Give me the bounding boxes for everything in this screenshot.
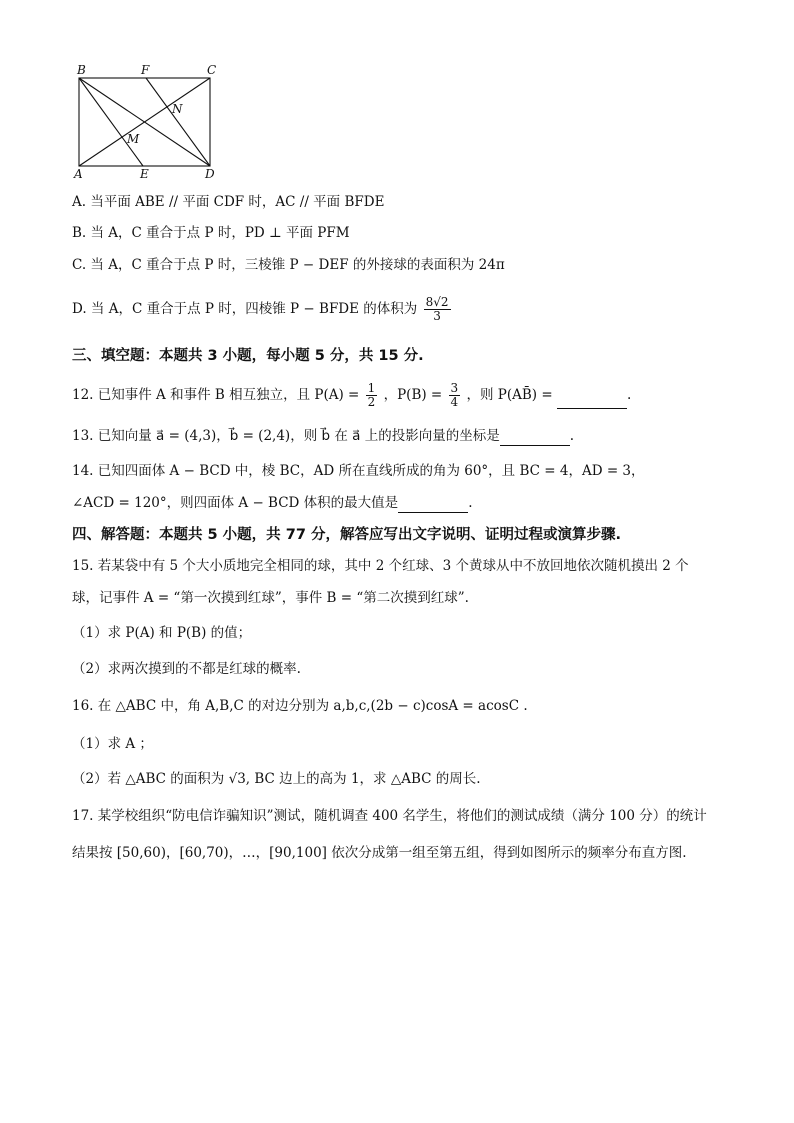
q12-fraction-2 <box>449 382 461 409</box>
question-17-line-2: 结果按 [50,60)，[60,70)，…，[90,100] 依次分成第一组至第五组，得到如图所示的频率分布直方图. <box>72 845 687 861</box>
question-14-line-1: 14. 已知四面体 A − BCD 中，棱 BC，AD 所在直线所成的角为 60°，且 BC = 4，AD = 3， <box>72 463 645 479</box>
section-fill-in: 三、填空题：本题共 3 小题，每小题 5 分，共 15 分. <box>72 348 424 364</box>
option-b: B. 当 A，C 重合于点 P 时，PD ⊥ 平面 PFM <box>72 225 350 241</box>
q12-mid: ，P(B) = <box>383 387 443 403</box>
question-16: 16. 在 △ABC 中，角 A,B,C 的对边分别为 a,b,c,(2b − c)cosA = acosC . <box>72 698 528 714</box>
q12-fraction-1 <box>366 382 378 409</box>
rectangle-figure <box>66 60 236 188</box>
option-c: C. 当 A，C 重合于点 P 时，三棱锥 P − DEF 的外接球的表面积为 24π <box>72 257 505 273</box>
q13-end: . <box>569 428 574 444</box>
q12-post: ，则 P(AB̄) = <box>466 387 553 403</box>
question-15-line-1: 15. 若某袋中有 5 个大小质地完全相同的球，其中 2 个红球、3 个黄球从中不放回地依次随机摸出 2 个 <box>72 558 689 574</box>
q12-end: . <box>626 387 632 403</box>
segment-be <box>79 78 143 166</box>
q12-f2-num: 3 <box>450 381 459 395</box>
label-b: B <box>77 63 86 77</box>
q12-f2-den: 4 <box>450 395 459 409</box>
label-c: C <box>207 63 217 77</box>
q12-answer-blank[interactable] <box>557 394 627 409</box>
label-f: F <box>141 63 150 77</box>
q14-end: . <box>468 495 473 511</box>
q13-text: 13. 已知向量 a⃗ = (4,3)，b⃗ = (2,4)，则 b⃗ 在 a⃗ 上的投影向量的坐标是 <box>72 428 500 444</box>
section-solutions: 四、解答题：本题共 5 小题，共 77 分，解答应写出文字说明、证明过程或演算步骤. <box>72 527 621 543</box>
label-e: E <box>140 167 149 181</box>
q12-pre: 12. 已知事件 A 和事件 B 相互独立，且 P(A) = <box>72 387 360 403</box>
option-d-fraction <box>424 296 451 323</box>
question-17-line-1: 17. 某学校组织“防电信诈骗知识”测试，随机调查 400 名学生，将他们的测试成绩（满分 100 分）的统计 <box>72 808 707 824</box>
question-14-line-2 <box>72 493 472 513</box>
q14-answer-blank[interactable] <box>398 498 468 513</box>
question-15-part-2: （2）求两次摸到的不都是红球的概率. <box>72 661 301 677</box>
question-15-line-2: 球，记事件 A = “第一次摸到红球”，事件 B = “第二次摸到红球”. <box>72 590 469 606</box>
option-d <box>72 296 453 323</box>
option-d-numerator: 8√2 <box>425 295 449 309</box>
option-a: A. 当平面 ABE // 平面 CDF 时，AC // 平面 BFDE <box>72 194 385 210</box>
segment-fd <box>146 78 210 166</box>
label-d: D <box>205 167 215 181</box>
question-16-part-1: （1）求 A ； <box>72 736 153 752</box>
option-d-text: D. 当 A，C 重合于点 P 时，四棱锥 P − BFDE 的体积为 <box>72 301 418 317</box>
question-15-part-1: （1）求 P(A) 和 P(B) 的值； <box>72 625 252 641</box>
label-a: A <box>74 167 83 181</box>
label-n: N <box>172 102 183 116</box>
q12-f1-den: 2 <box>367 395 376 409</box>
q12-f1-num: 1 <box>367 381 376 395</box>
label-m: M <box>127 132 140 146</box>
q13-answer-blank[interactable] <box>500 431 570 446</box>
q14-text: ∠ACD = 120°，则四面体 A − BCD 体积的最大值是 <box>72 495 399 511</box>
question-13 <box>72 426 574 446</box>
option-d-denominator: 3 <box>433 309 441 323</box>
question-12 <box>72 382 631 409</box>
question-16-part-2: （2）若 △ABC 的面积为 √3, BC 边上的高为 1，求 △ABC 的周长. <box>72 771 481 787</box>
